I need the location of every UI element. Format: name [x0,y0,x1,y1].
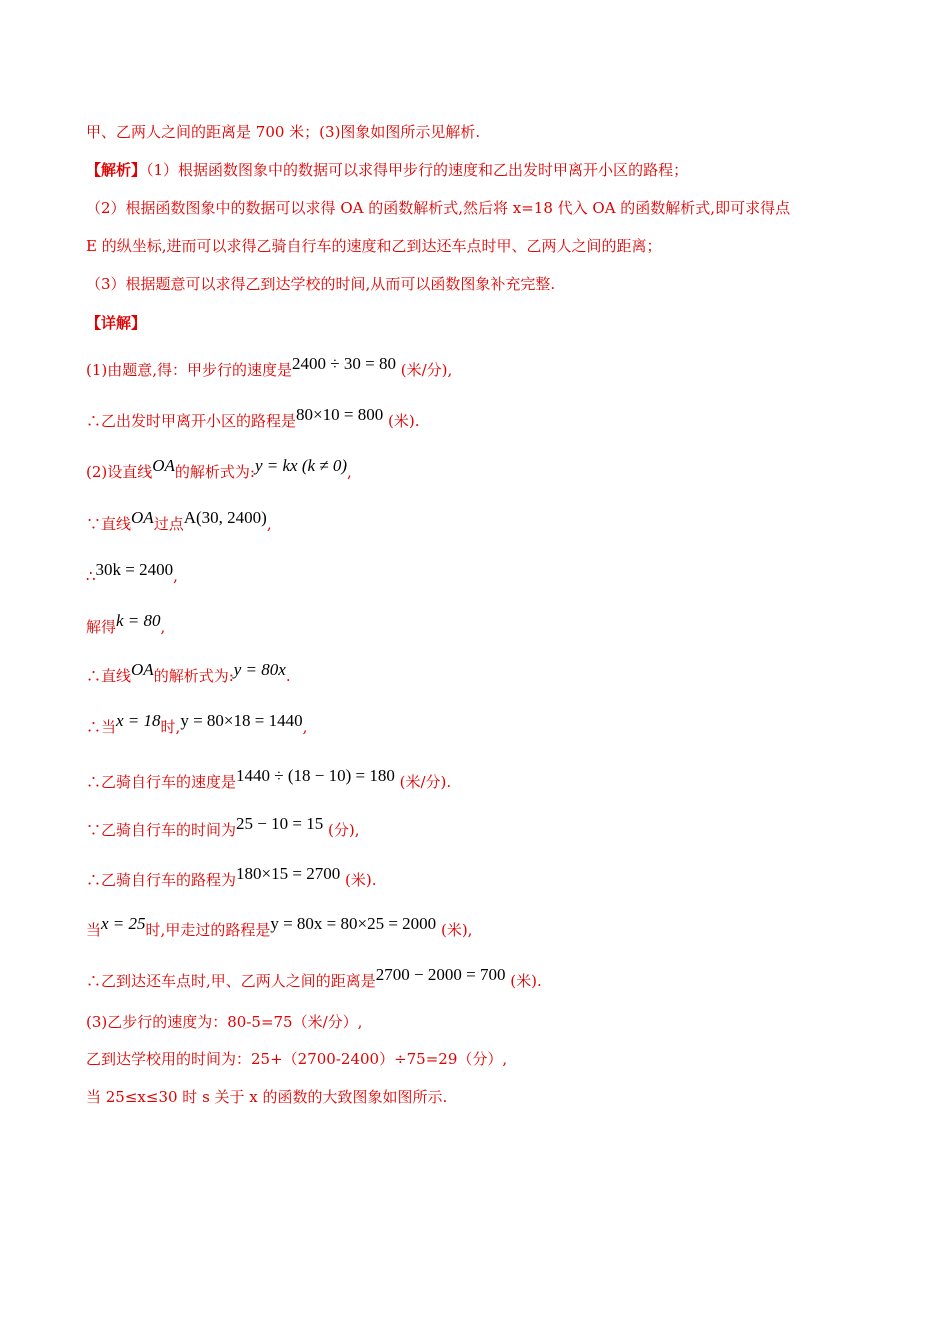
answer-summary-line: 甲、乙两人之间的距离是 700 米；(3)图象如图所示见解析. [86,123,481,141]
solution-line-solve-k: 解得k = 80, [86,611,166,636]
solution-line-graph: 当 25≤x≤30 时 s 关于 x 的函数的大致图象如图所示. [86,1088,448,1106]
formula: y = 80x [233,660,286,679]
formula: y = 80x = 80×25 = 2000 [270,914,437,933]
solution-line-x25: 当x = 25时,甲走过的路程是y = 80x = 80×25 = 2000 (米), [86,914,473,939]
formula: 180×15 = 2700 [236,864,341,883]
solution-line-gap: ∴乙到达还车点时,甲、乙两人之间的距离是2700 − 2000 = 700 (米). [86,965,542,990]
formula: x = 25 [101,914,146,933]
formula: y = kx (k ≠ 0) [254,456,348,475]
analysis-tag: 【解析】 [86,161,147,179]
formula: 30k = 2400 [95,560,174,579]
solution-line-equation: ∴30k = 2400, [86,560,178,585]
solution-line-walk-speed: (3)乙步行的速度为：80-5=75（米/分）, [86,1013,363,1031]
formula: k = 80 [116,611,161,630]
formula: 2400 ÷ 30 = 80 [292,354,396,373]
formula: OA [131,508,154,527]
formula: 2700 − 2000 = 700 [375,965,506,984]
formula: x = 18 [116,711,161,730]
solution-line-bike-time: ∵乙骑自行车的时间为25 − 10 = 15 (分), [86,814,360,839]
solution-line-distance: ∴乙出发时甲离开小区的路程是80×10 = 800 (米). [86,405,420,430]
solution-line-speed: (1)由题意,得：甲步行的速度是2400 ÷ 30 = 80 (米/分), [86,354,453,379]
formula: 25 − 10 = 15 [236,814,324,833]
analysis-line-4: （3）根据题意可以求得乙到达学校的时间,从而可以函数图象补充完整. [86,275,556,293]
solution-line-set-oa: (2)设直线OA的解析式为:y = kx (k ≠ 0), [86,456,352,481]
solution-line-oa-result: ∴直线OA的解析式为:y = 80x. [86,660,291,685]
formula: y = 80×18 = 1440 [180,711,303,730]
formula: 1440 ÷ (18 − 10) = 180 [236,766,395,785]
solution-line-x18: ∴当x = 18时,y = 80×18 = 1440, [86,711,308,736]
detail-heading: 【详解】 [86,314,147,332]
solution-line-bike-speed: ∴乙骑自行车的速度是1440 ÷ (18 − 10) = 180 (米/分). [86,766,452,791]
analysis-line-3: E 的纵坐标,进而可以求得乙骑自行车的速度和乙到达还车点时甲、乙两人之间的距离； [86,237,662,255]
solution-line-arrival: 乙到达学校用的时间为：25+（2700-2400）÷75=29（分）, [86,1050,508,1068]
analysis-line-2: （2）根据函数图象中的数据可以求得 OA 的函数解析式,然后将 x=18 代入 OA 的函数解析式,即可求得点 [86,199,791,217]
formula: A(30, 2400) [183,508,267,527]
formula: OA [152,456,175,475]
formula: OA [131,660,154,679]
solution-line-through-a: ∵直线OA过点A(30, 2400), [86,508,272,533]
formula: 80×10 = 800 [296,405,384,424]
solution-line-bike-distance: ∴乙骑自行车的路程为180×15 = 2700 (米). [86,864,377,889]
analysis-line-1: 【解析】（1）根据函数图象中的数据可以求得甲步行的速度和乙出发时甲离开小区的路程； [86,161,689,179]
